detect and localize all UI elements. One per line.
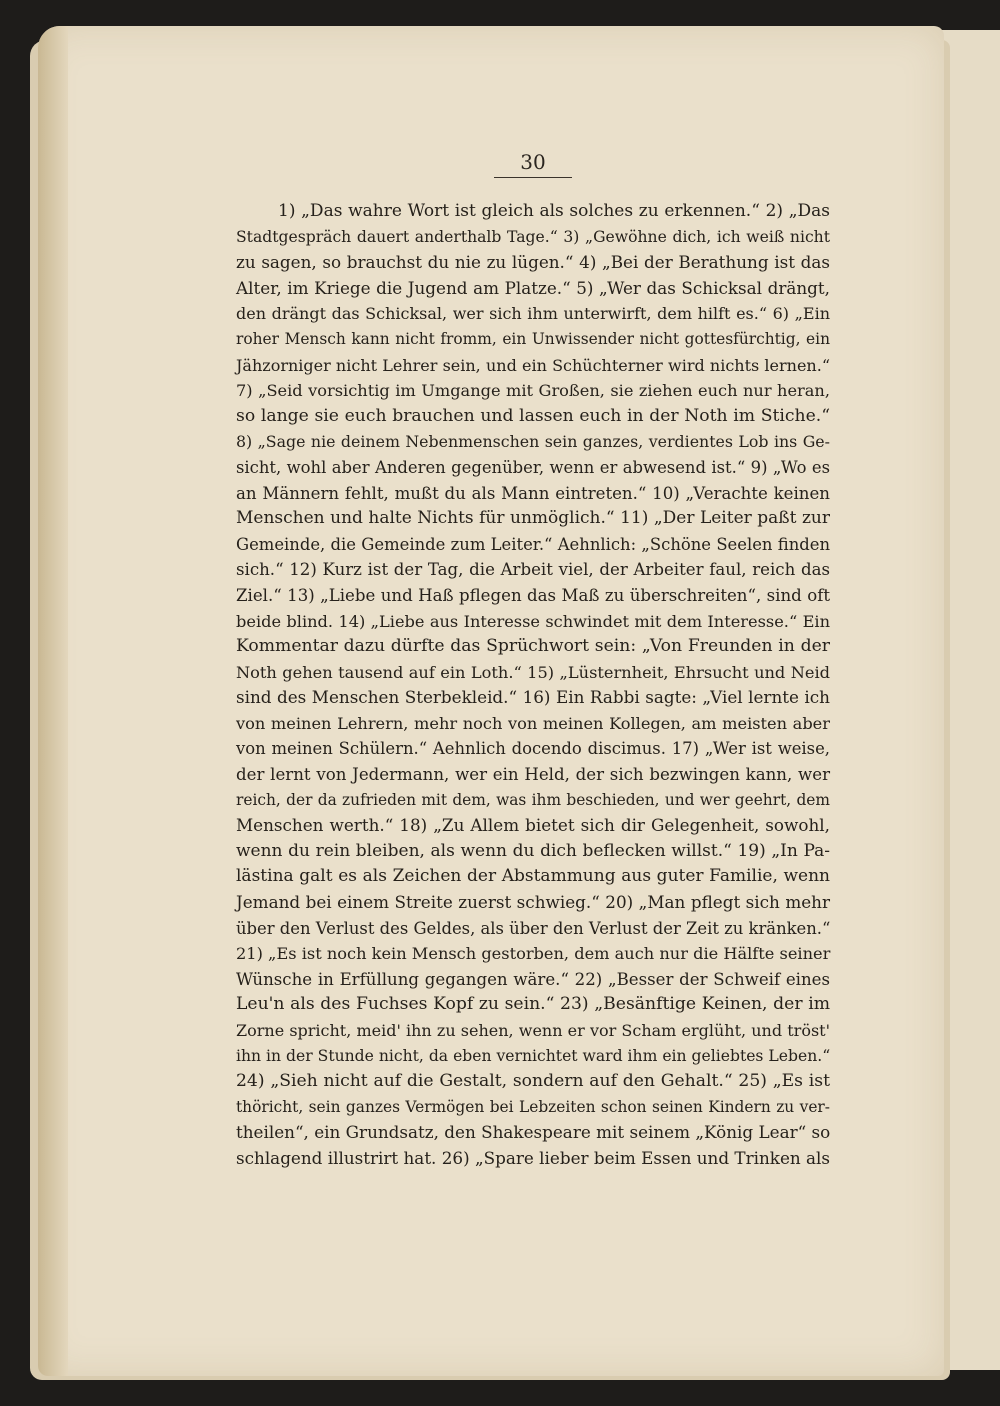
text-line: von meinen Schülern.“ Aehnlich docendo discimus. 17) „Wer ist weise, xyxy=(236,739,830,759)
body-text xyxy=(236,199,830,1172)
text-line: Alter, im Kriege die Jugend am Platze.“ 5) „Wer das Schicksal drängt, xyxy=(236,277,830,298)
text-line: roher Mensch kann nicht fromm, ein Unwissender nicht gottesfürchtig, ein xyxy=(236,329,830,348)
text-line: 7) „Seid vorsichtig im Umgange mit Großen, sie ziehen euch nur heran, xyxy=(236,381,830,401)
text-line: von meinen Lehrern, mehr noch von meinen Kollegen, am meisten aber xyxy=(236,713,830,733)
text-line: Jähzorniger nicht Lehrer sein, und ein Schüchterner wird nichts lernen.“ xyxy=(236,355,830,375)
text-line: an Männern fehlt, mußt du als Mann eintreten.“ 10) „Verachte keinen xyxy=(236,483,830,503)
text-line: Wünsche in Erfüllung gegangen wäre.“ 22) „Besser der Schweif eines xyxy=(236,969,830,989)
text-line: schlagend illustrirt hat. 26) „Spare lieber beim Essen und Trinken als xyxy=(236,1147,831,1168)
page-binding-edge xyxy=(38,26,68,1376)
text-line: zu sagen, so brauchst du nie zu lügen.“ 4) „Bei der Berathung ist das xyxy=(236,252,830,273)
text-line: Gemeinde, die Gemeinde zum Leiter.“ Aehnlich: „Schöne Seelen finden xyxy=(236,534,830,554)
text-line: theilen“, ein Grundsatz, den Shakespeare mit seinem „König Lear“ so xyxy=(236,1122,831,1143)
text-line: über den Verlust des Geldes, als über den Verlust der Zeit zu kränken.“ xyxy=(236,918,831,938)
text-line: 8) „Sage nie deinem Nebenmenschen sein ganzes, verdientes Lob ins Ge- xyxy=(236,432,830,452)
text-line: Stadtgespräch dauert anderthalb Tage.“ 3) „Gewöhne dich, ich weiß nicht xyxy=(236,227,830,246)
text-line: thöricht, sein ganzes Vermögen bei Lebzeiten schon seinen Kindern zu ver- xyxy=(236,1097,830,1116)
text-line: beide blind. 14) „Liebe aus Interesse schwindet mit dem Interesse.“ Ein xyxy=(236,611,830,631)
text-line: 1) „Das wahre Wort ist gleich als solches zu erkennen.“ 2) „Das xyxy=(278,201,830,221)
text-line: Ziel.“ 13) „Liebe und Haß pflegen das Maß zu überschreiten“, sind oft xyxy=(236,585,830,605)
text-line: Leu'n als des Fuchses Kopf zu sein.“ 23) „Besänftige Keinen, der im xyxy=(236,994,830,1015)
text-line: Menschen und halte Nichts für unmöglich.“ 11) „Der Leiter paßt zur xyxy=(236,508,830,529)
text-line: Jemand bei einem Streite zuerst schwieg.“ 20) „Man pflegt sich mehr xyxy=(236,892,830,913)
text-line: Noth gehen tausend auf ein Loth.“ 15) „Lüsternheit, Ehrsucht und Neid xyxy=(236,662,830,682)
text-line: so lange sie euch brauchen und lassen euch in der Noth im Stiche.“ xyxy=(236,405,830,426)
text-line: Kommentar dazu dürfte das Sprüchwort sein: „Von Freunden in der xyxy=(236,636,830,657)
page-number-rule xyxy=(494,177,572,178)
text-line: den drängt das Schicksal, wer sich ihm unterwirft, dem hilft es.“ 6) „Ein xyxy=(236,304,830,324)
page-number: 30 xyxy=(520,150,546,174)
text-line: 21) „Es ist noch kein Mensch gestorben, dem auch nur die Hälfte seiner xyxy=(236,944,831,964)
text-line: reich, der da zufrieden mit dem, was ihm beschieden, und wer geehrt, dem xyxy=(236,790,830,809)
text-line: sich.“ 12) Kurz ist der Tag, die Arbeit viel, der Arbeiter faul, reich das xyxy=(236,560,830,580)
text-line: Zorne spricht, meid' ihn zu sehen, wenn er vor Scham erglüht, und tröst' xyxy=(236,1021,830,1040)
text-line: ihn in der Stunde nicht, da eben vernichtet ward ihm ein geliebtes Leben.“ xyxy=(236,1046,831,1065)
text-line: lästina galt es als Zeichen der Abstammung aus guter Familie, wenn xyxy=(236,866,830,887)
text-line: wenn du rein bleiben, als wenn du dich beflecken willst.“ 19) „In Pa- xyxy=(236,840,830,861)
text-line: sicht, wohl aber Anderen gegenüber, wenn er abwesend ist.“ 9) „Wo es xyxy=(236,457,830,477)
text-line: sind des Menschen Sterbekleid.“ 16) Ein Rabbi sagte: „Viel lernte ich xyxy=(236,687,830,708)
text-line: Menschen werth.“ 18) „Zu Allem bietet sich dir Gelegenheit, sowohl, xyxy=(236,815,830,836)
text-line: 24) „Sieh nicht auf die Gestalt, sondern auf den Gehalt.“ 25) „Es ist xyxy=(236,1071,830,1092)
text-line: der lernt von Jedermann, wer ein Held, der sich bezwingen kann, wer xyxy=(236,765,830,785)
